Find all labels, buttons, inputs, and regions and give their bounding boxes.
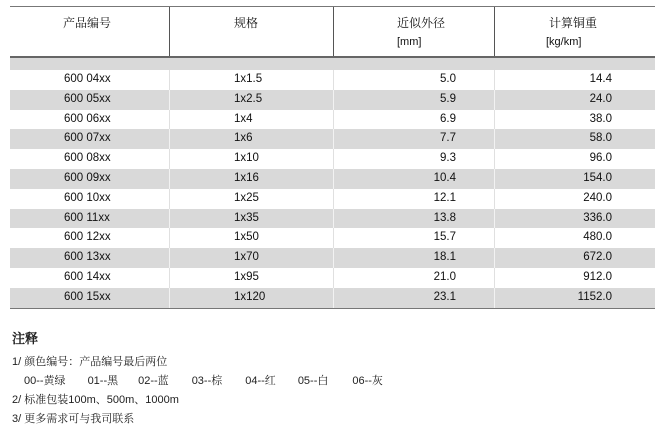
header-spacer-band xyxy=(10,58,655,70)
table-row xyxy=(10,169,655,189)
cell-diameter: 7.7 xyxy=(334,129,495,149)
table-row xyxy=(10,189,655,209)
header-spec: 规格 xyxy=(170,7,334,56)
color-code-item: 00--黄绿 xyxy=(24,375,66,387)
header-product-code: 产品编号 xyxy=(10,7,170,56)
cell-product-code: 600 13xx xyxy=(10,248,170,268)
cell-spec: 1x70 xyxy=(170,248,334,268)
cell-product-code: 600 04xx xyxy=(10,70,170,90)
spec-table xyxy=(10,6,655,309)
cell-spec: 1x6 xyxy=(170,129,334,149)
color-code-item: 04--红 xyxy=(245,375,276,387)
cell-copper-weight: 154.0 xyxy=(583,171,612,184)
header-diameter: 近似外径 [mm] xyxy=(334,7,495,56)
table-header xyxy=(10,6,655,56)
cell-product-code: 600 11xx xyxy=(10,209,170,229)
cell-copper-weight: 38.0 xyxy=(589,112,612,125)
color-code-item: 02--蓝 xyxy=(138,375,169,387)
cell-product-code: 600 06xx xyxy=(10,110,170,130)
cell-spec: 1x16 xyxy=(170,169,334,189)
cell-copper-weight: 672.0 xyxy=(583,251,612,264)
cell-diameter: 10.4 xyxy=(334,169,495,189)
cell-copper-weight: 480.0 xyxy=(583,231,612,244)
cell-copper-weight: 1152.0 xyxy=(577,290,612,303)
cell-spec: 1x120 xyxy=(170,288,334,308)
cell-copper-weight: 336.0 xyxy=(583,211,612,224)
table-bottom-line xyxy=(10,308,655,309)
note-packaging: 2/ 标准包装100m、500m、1000m xyxy=(12,394,179,406)
note-color-code: 1/ 颜色编号：产品编号最后两位 xyxy=(12,356,168,368)
color-code-item: 06--灰 xyxy=(352,375,383,387)
cell-spec: 1x35 xyxy=(170,209,334,229)
table-row xyxy=(10,70,655,90)
color-code-item: 03--棕 xyxy=(191,375,223,387)
table-row xyxy=(10,288,655,308)
cell-product-code: 600 14xx xyxy=(10,268,170,288)
cell-copper-weight: 14.4 xyxy=(589,73,612,85)
table-body xyxy=(10,70,655,308)
cell-spec: 1x25 xyxy=(170,189,334,209)
cell-copper-weight: 96.0 xyxy=(589,152,612,165)
cell-diameter: 5.9 xyxy=(334,90,495,110)
cell-diameter: 12.1 xyxy=(334,189,495,209)
notes-section xyxy=(12,328,383,429)
cell-copper-weight: 24.0 xyxy=(589,92,612,105)
table-row xyxy=(10,149,655,169)
cell-copper-weight: 912.0 xyxy=(583,270,612,283)
cell-product-code: 600 08xx xyxy=(10,149,170,169)
cell-product-code: 600 05xx xyxy=(10,90,170,110)
table-row xyxy=(10,110,655,130)
table-row xyxy=(10,248,655,268)
cell-spec: 1x2.5 xyxy=(170,90,334,110)
table-row xyxy=(10,228,655,248)
cell-spec: 1x10 xyxy=(170,149,334,169)
cell-diameter: 9.3 xyxy=(334,149,495,169)
cell-diameter: 6.9 xyxy=(334,110,495,130)
notes-title: 注释 xyxy=(12,331,39,346)
table-row xyxy=(10,90,655,110)
cell-product-code: 600 15xx xyxy=(10,288,170,308)
color-code-item: 01--黑 xyxy=(87,375,119,387)
cell-diameter: 15.7 xyxy=(334,228,495,248)
cell-diameter: 13.8 xyxy=(334,209,495,229)
cell-diameter: 5.0 xyxy=(334,70,495,90)
cell-spec: 1x4 xyxy=(170,110,334,130)
note-contact: 3/ 更多需求可与我司联系 xyxy=(12,413,135,425)
cell-product-code: 600 09xx xyxy=(10,169,170,189)
table-row xyxy=(10,129,655,149)
cell-diameter: 18.1 xyxy=(334,248,495,268)
cell-spec: 1x1.5 xyxy=(170,70,334,90)
cell-product-code: 600 10xx xyxy=(10,189,170,209)
cell-copper-weight: 58.0 xyxy=(589,132,612,145)
cell-product-code: 600 12xx xyxy=(10,228,170,248)
cell-spec: 1x95 xyxy=(170,268,334,288)
color-code-item: 05--白 xyxy=(297,375,329,387)
table-row xyxy=(10,268,655,288)
cell-diameter: 21.0 xyxy=(334,268,495,288)
cell-diameter: 23.1 xyxy=(334,288,495,308)
color-code-list xyxy=(12,372,383,391)
cell-copper-weight: 240.0 xyxy=(583,191,612,204)
cell-spec: 1x50 xyxy=(170,228,334,248)
table-row xyxy=(10,209,655,229)
header-copper-weight: 计算铜重 [kg/km] xyxy=(546,16,598,48)
cell-product-code: 600 07xx xyxy=(10,129,170,149)
